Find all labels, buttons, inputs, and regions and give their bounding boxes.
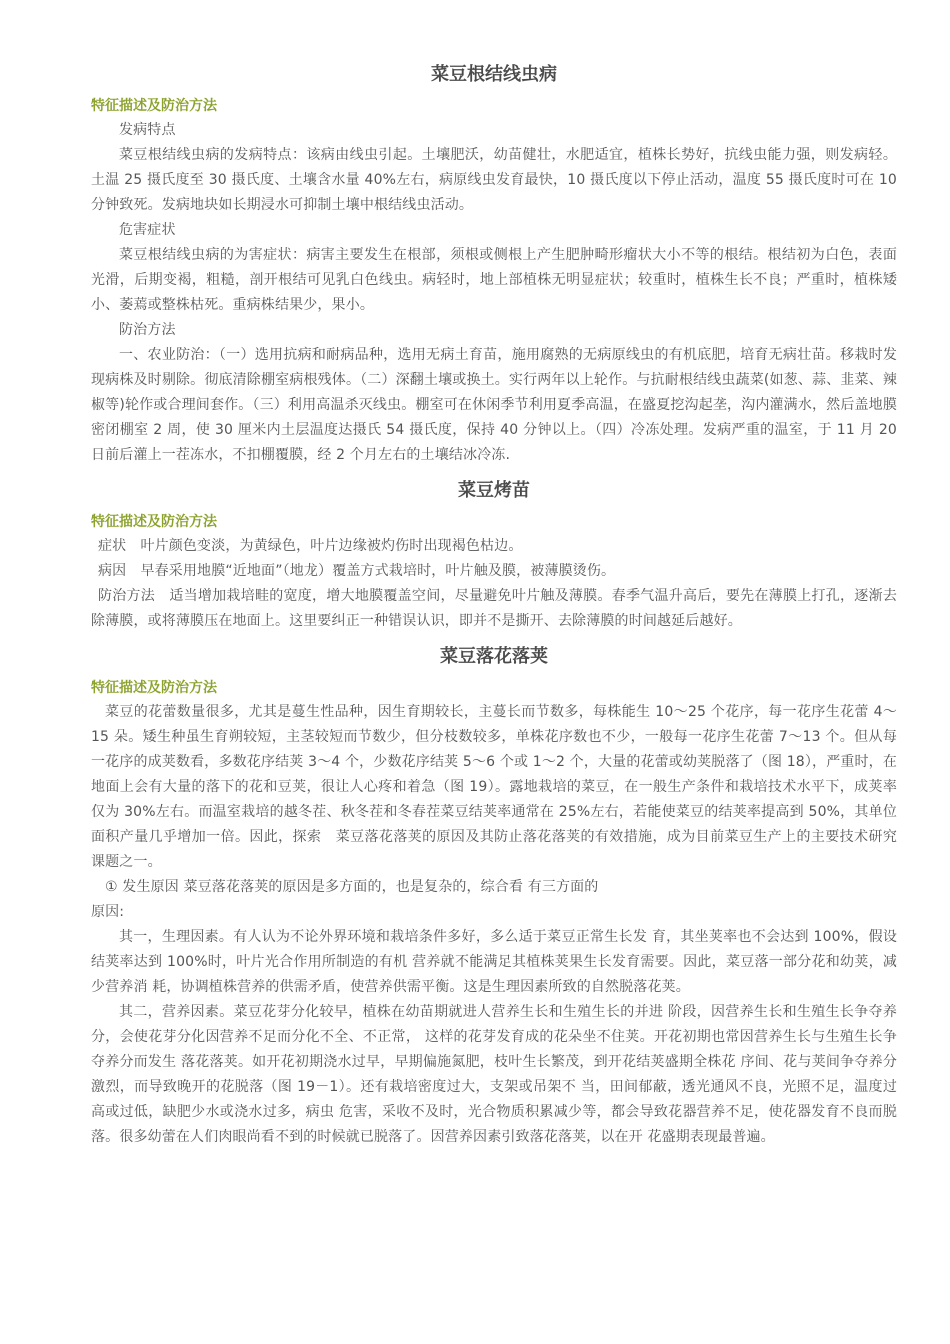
paragraph: 菜豆根结线虫病的为害症状：病害主要发生在根部，须根或侧根上产生肥肿畸形瘤状大小不等的根结。根结初为白色，表面光滑，后期变褐，粗糙，剖开根结可见乳白色线虫。病轻时，地上部植株无明显症状；较重时，植株生长不良；严重时，植株矮小、萎蔫或整株枯死。重病株结果少，果小。 bbox=[91, 247, 897, 313]
section-title: 菜豆落花落荚 bbox=[440, 646, 548, 667]
section-title: 菜豆烤苗 bbox=[458, 480, 530, 501]
paragraph: 原因: bbox=[91, 904, 125, 920]
paragraph: ① 发生原因 菜豆落花落荚的原因是多方面的，也是复杂的，综合看 有三方面的 bbox=[105, 879, 599, 895]
paragraph-heading: 发病特点 bbox=[119, 122, 176, 138]
paragraph-heading: 危害症状 bbox=[119, 222, 176, 238]
paragraph: 其二，营养因素。菜豆花芽分化较早，植株在幼苗期就进人营养生长和生殖生长的并进 阶段，因营养生长和生殖生长争夺养分，会使花芽分化因营养不足而分化不全、不正常， 这样的花芽发育成的花朵坐不住荚。开花初期也常因营养生长与生殖生长争夺养分而发生 落花落荚。如开花初期浇水过早，早期偏施氮肥，枝叶生长繁茂，到开花结荚盛期全株花 序间、花与荚间争夺养分激烈，而导致晚开的花脱落（图 19－1）。还有栽培密度过大，支架或吊架不 当，田间郁蔽，透光通风不良，光照不足，温度过高或过低，缺肥少水或浇水过多，病虫 危害，采收不及时，光合物质积累减少等，都会导致花器营养不足，使花器发育不良而脱 落。很多幼蕾在人们肉眼尚看不到的时候就已脱落了。因营养因素引致落花落荚，以在开 花盛期表现最普遍。 bbox=[91, 1004, 897, 1145]
section-subhead: 特征描述及防治方法 bbox=[91, 98, 217, 114]
document-content bbox=[91, 62, 897, 1150]
paragraph: 菜豆的花蕾数量很多，尤其是蔓生性品种，因生育期较长，主蔓长而节数多，每株能生 10～25 个花序，每一花序生花蕾 4～15 朵。矮生种虽生育朔较短，主茎较短而节数少，但分枝数较多，单株花序数也不少，一般每一花序生花蕾 7～13 个。但从每一花序的成荚数看，多数花序结荚 3～4 个，少数花序结荚 5～6 个或 1～2 个，大量的花蕾或幼荚脱落了（图 18），严重时，在地面上会有大量的落下的花和豆荚，很让人心疼和着急（图 19）。露地栽培的菜豆，在一般生产条件和栽培技术水平下，成荚率仅为 30%左右。而温室栽培的越冬茬、秋冬茬和冬春茬菜豆结荚率通常在 25%左右，若能使菜豆的结荚率提高到 50%，其单位面积产量几乎增加一倍。因此，探索 菜豆落花落荚的原因及其防止落花落荚的有效措施，成为目前菜豆生产上的主要技术研究课题之一。 bbox=[91, 704, 897, 870]
paragraph-heading: 防治方法 bbox=[119, 322, 176, 338]
section-subhead: 特征描述及防治方法 bbox=[91, 514, 217, 530]
paragraph: 其一，生理因素。有人认为不论外界环境和栽培条件多好，多么适于菜豆正常生长发 育，其坐荚率也不会达到 100%，假设结荚率达到 100%时，叶片光合作用所制造的有机 营养就不能满足其植株荚果生长发育需要。因此，菜豆落一部分花和幼荚，减少营养消 耗，协调植株营养的供需矛盾，使营养供需平衡。这是生理因素所致的自然脱落花荚。 bbox=[91, 929, 897, 995]
paragraph: 一、农业防治：（一）选用抗病和耐病品种，选用无病土育苗，施用腐熟的无病原线虫的有机底肥，培育无病壮苗。移栽时发现病株及时剔除。彻底清除棚室病根残体。（二）深翻土壤或换土。实行两年以上轮作。与抗耐根结线虫蔬菜(如葱、蒜、韭菜、辣椒等)轮作或合理间套作。（三）利用高温杀灭线虫。棚室可在休闲季节利用夏季高温，在盛夏挖沟起垄，沟内灌满水，然后盖地膜密闭棚室 2 周，使 30 厘米内土层温度达摄氏 54 摄氏度，保持 40 分钟以上。（四）冷冻处理。发病严重的温室，于 11 月 20 日前后灌上一茬冻水，不扣棚覆膜，经 2 个月左右的土壤结冰冷冻. bbox=[91, 347, 897, 463]
paragraph: 菜豆根结线虫病的发病特点：该病由线虫引起。土壤肥沃，幼苗健壮，水肥适宜，植株长势好，抗线虫能力强，则发病轻。土温 25 摄氏度至 30 摄氏度、土壤含水量 40%左右，病原线虫发育最快，10 摄氏度以下停止活动，温度 55 摄氏度时可在 10 分钟致死。发病地块如长期浸水可抑制土壤中根结线虫活动。 bbox=[91, 147, 897, 213]
paragraph: 病因 早春采用地膜“近地面”（地龙）覆盖方式栽培时，叶片触及膜，被薄膜烫伤。 bbox=[98, 563, 616, 579]
section-subhead: 特征描述及防治方法 bbox=[91, 680, 217, 696]
section-title: 菜豆根结线虫病 bbox=[431, 64, 557, 85]
paragraph: 症状 叶片颜色变淡，为黄绿色，叶片边缘被灼伤时出现褐色枯边。 bbox=[98, 538, 523, 554]
paragraph: 防治方法 适当增加栽培畦的宽度，增大地膜覆盖空间，尽量避免叶片触及薄膜。春季气温升高后，要先在薄膜上打孔，逐渐去除薄膜，或将薄膜压在地面上。这里要纠正一种错误认识，即并不是撕开、去除薄膜的时间越延后越好。 bbox=[91, 588, 897, 629]
